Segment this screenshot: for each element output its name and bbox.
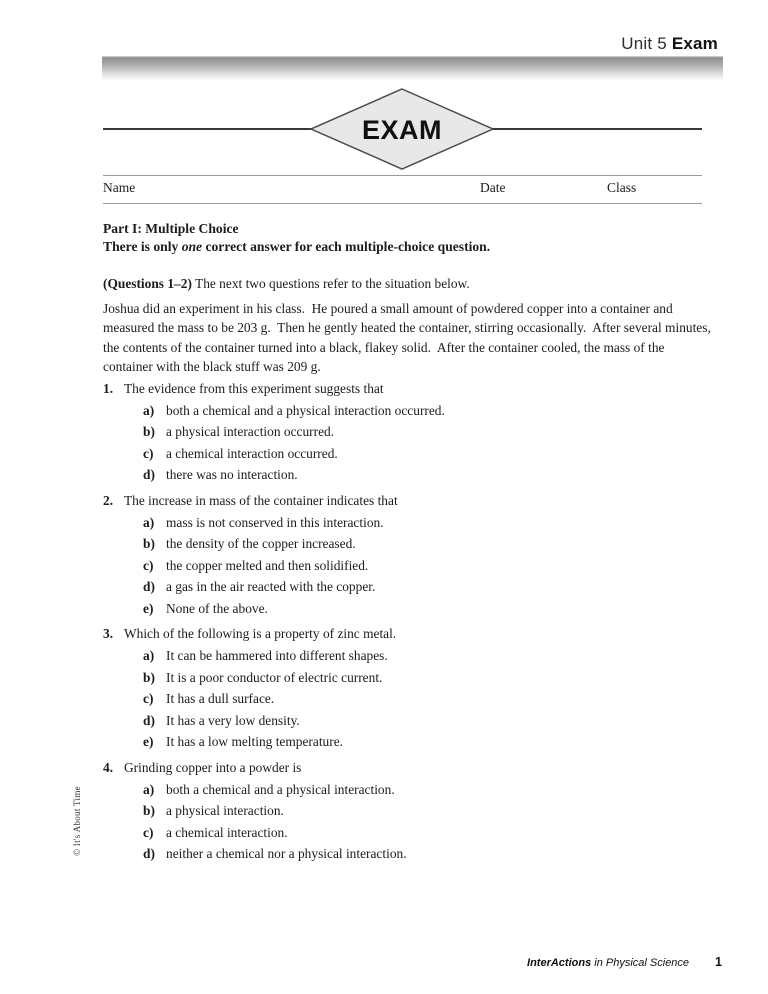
question-text: Grinding copper into a powder is	[124, 759, 302, 775]
exam-body	[103, 220, 715, 868]
question-stem	[103, 756, 715, 779]
question-3	[103, 622, 715, 753]
group-note-range: (Questions 1–2)	[103, 276, 192, 291]
option-text: there was no interaction.	[166, 467, 298, 483]
option-letter: d)	[143, 846, 155, 862]
option-text: both a chemical and a physical interaction.	[166, 781, 395, 797]
page-footer	[527, 955, 722, 969]
option-letter: a)	[143, 781, 155, 797]
question-2	[103, 489, 715, 620]
option-text: None of the above.	[166, 600, 268, 616]
option-letter: c)	[143, 445, 154, 461]
part-heading: Part I: Multiple Choice	[103, 221, 239, 236]
option-text: It has a low melting temperature.	[166, 734, 343, 750]
option-row	[103, 710, 715, 732]
exam-banner-diamond	[310, 88, 494, 170]
option-row	[103, 400, 715, 422]
question-number: 4.	[103, 759, 114, 775]
instruction-emphasis: one	[181, 238, 203, 254]
page-header-unit-title	[621, 34, 718, 54]
question-1	[103, 377, 715, 486]
option-letter: a)	[143, 648, 155, 664]
option-letter: b)	[143, 424, 155, 440]
option-text: a gas in the air reacted with the copper.	[166, 579, 376, 595]
option-letter: e)	[143, 600, 154, 616]
option-row	[103, 464, 715, 486]
option-row	[103, 533, 715, 555]
option-row	[103, 688, 715, 710]
footer-brand: InterActions	[527, 957, 592, 969]
option-text: neither a chemical nor a physical interaction.	[166, 846, 407, 862]
option-letter: d)	[143, 579, 155, 595]
group-note-text: The next two questions refer to the situation below.	[191, 276, 470, 291]
option-row	[103, 512, 715, 534]
scenario-paragraph: Joshua did an experiment in his class. He poured a small amount of powdered copper into a container and measured the mass to be 203 g. Then he gently heated the container, stirring occasionally. After several minutes, the contents of the container turned into a black, flakey solid. After the container cooled, the mass of the container with the black stuff was 209 g.	[103, 300, 715, 375]
option-row	[103, 822, 715, 844]
option-letter: c)	[143, 557, 154, 573]
unit-label-emphasis: Exam	[671, 34, 718, 53]
option-row	[103, 555, 715, 577]
option-row	[103, 843, 715, 865]
name-row-bottom-rule	[103, 203, 702, 204]
instruction-prefix: There is only	[103, 238, 182, 254]
option-letter: b)	[143, 669, 155, 685]
unit-label: Unit 5	[621, 34, 672, 53]
option-text: It has a very low density.	[166, 712, 300, 728]
question-text: Which of the following is a property of zinc metal.	[124, 626, 397, 642]
name-field-label: Name	[103, 180, 136, 195]
question-group-note	[103, 275, 715, 293]
option-letter: b)	[143, 803, 155, 819]
option-row	[103, 731, 715, 753]
class-field-label: Class	[607, 180, 637, 195]
option-text: both a chemical and a physical interaction occurred.	[166, 402, 445, 418]
option-text: the density of the copper increased.	[166, 536, 356, 552]
option-text: mass is not conserved in this interaction.	[166, 514, 384, 530]
option-letter: a)	[143, 514, 155, 530]
option-letter: a)	[143, 402, 155, 418]
footer-page-number: 1	[715, 955, 722, 969]
option-text: It can be hammered into different shapes.	[166, 648, 388, 664]
option-text: a physical interaction occurred.	[166, 424, 335, 440]
option-text: It is a poor conductor of electric current.	[166, 669, 383, 685]
question-number: 3.	[103, 626, 114, 642]
question-stem	[103, 622, 715, 645]
option-letter: e)	[143, 734, 154, 750]
question-stem	[103, 489, 715, 512]
option-letter: c)	[143, 824, 154, 840]
option-text: the copper melted and then solidified.	[166, 557, 369, 573]
option-row	[103, 800, 715, 822]
question-text: The evidence from this experiment suggests that	[124, 380, 384, 396]
exam-banner-label: EXAM	[361, 115, 443, 145]
footer-series-title: in Physical Science	[591, 957, 690, 969]
option-text: a physical interaction.	[166, 803, 284, 819]
option-row	[103, 443, 715, 465]
option-row	[103, 576, 715, 598]
option-row	[103, 421, 715, 443]
header-gradient-band	[102, 56, 723, 81]
option-row	[103, 598, 715, 620]
question-number: 2.	[103, 492, 114, 508]
question-stem	[103, 377, 715, 400]
option-letter: d)	[143, 467, 155, 483]
option-letter: c)	[143, 691, 154, 707]
vertical-copyright-text: © It's About Time	[72, 786, 82, 856]
option-text: It has a dull surface.	[166, 691, 275, 707]
question-number: 1.	[103, 380, 114, 396]
name-row-top-rule	[103, 175, 702, 176]
instruction-suffix: correct answer for each multiple-choice question.	[202, 238, 491, 254]
option-letter: d)	[143, 712, 155, 728]
part-instruction	[103, 238, 715, 256]
option-row	[103, 779, 715, 801]
question-text: The increase in mass of the container indicates that	[124, 492, 398, 508]
date-field-label: Date	[480, 180, 506, 195]
option-text: a chemical interaction.	[166, 824, 288, 840]
option-row	[103, 667, 715, 689]
option-text: a chemical interaction occurred.	[166, 445, 338, 461]
option-letter: b)	[143, 536, 155, 552]
question-4	[103, 756, 715, 865]
option-row	[103, 645, 715, 667]
